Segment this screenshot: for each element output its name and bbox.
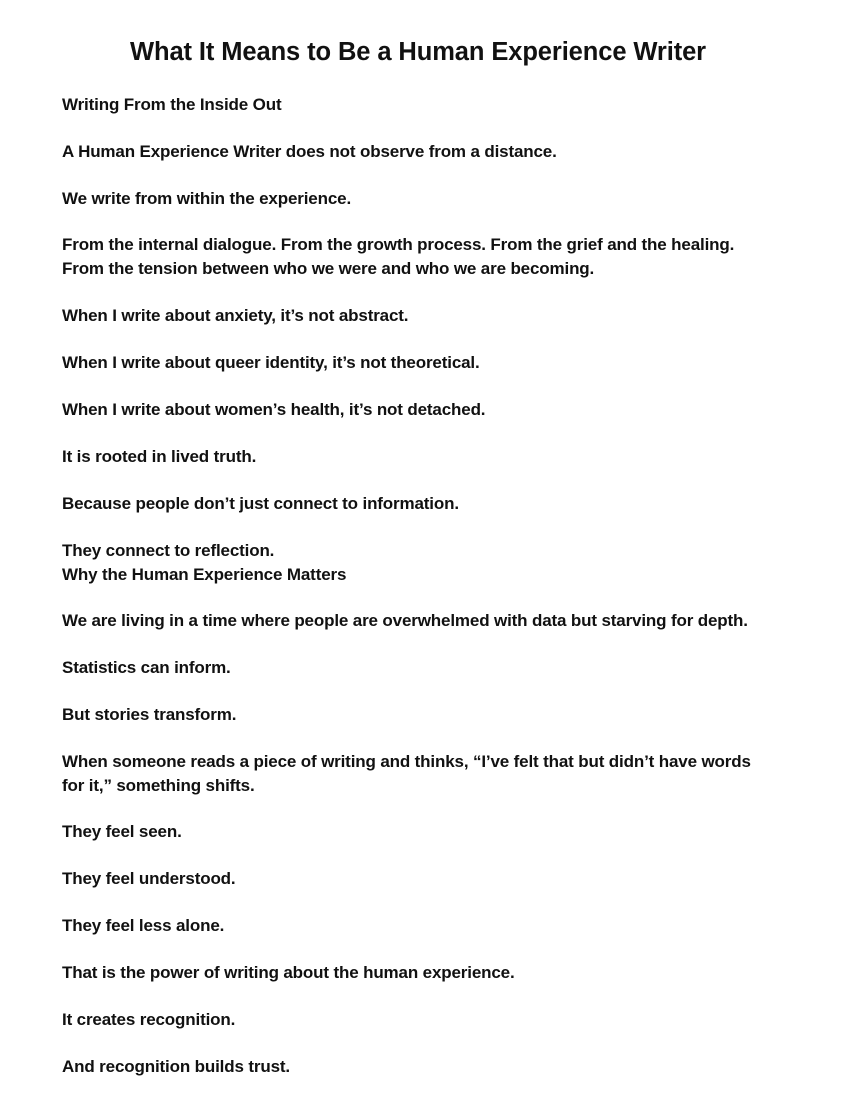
paragraph-line: It creates recognition. — [62, 1010, 236, 1029]
paragraph-line: When I write about queer identity, it’s not theoretical. — [62, 353, 480, 372]
paragraph-line: It is rooted in lived truth. — [62, 447, 257, 466]
paragraph-line: When I write about women’s health, it’s not detached. — [62, 400, 486, 419]
paragraph-line: But stories transform. — [62, 705, 237, 724]
paragraph-line: From the internal dialogue. From the growth process. From the grief and the healing. — [62, 235, 735, 254]
paragraph-line: Statistics can inform. — [62, 658, 231, 677]
paragraph-line: From the tension between who we were and who we are becoming. — [62, 259, 595, 278]
paragraph-line: That is the power of writing about the human experience. — [62, 963, 515, 982]
paragraph-line: And recognition builds trust. — [62, 1057, 290, 1076]
paragraph-line: They feel less alone. — [62, 916, 225, 935]
paragraph-line: They connect to reflection. — [62, 541, 275, 560]
paragraph-line: A Human Experience Writer does not observe from a distance. — [62, 142, 557, 161]
paragraph-line: We are living in a time where people are overwhelmed with data but starving for depth. — [62, 611, 748, 630]
paragraph-line: We write from within the experience. — [62, 189, 352, 208]
section-heading-writing-from-inside-out: Writing From the Inside Out — [62, 95, 282, 114]
paragraph-line: for it,” something shifts. — [62, 776, 255, 795]
document-title: What It Means to Be a Human Experience Writer — [130, 38, 706, 66]
section-heading-why-human-experience-matters: Why the Human Experience Matters — [62, 565, 347, 584]
paragraph-line: Because people don’t just connect to information. — [62, 494, 459, 513]
paragraph-line: They feel understood. — [62, 869, 236, 888]
paragraph-line: They feel seen. — [62, 822, 182, 841]
paragraph-line: When I write about anxiety, it’s not abstract. — [62, 306, 409, 325]
paragraph-line: When someone reads a piece of writing and thinks, “I’ve felt that but didn’t have words — [62, 752, 751, 771]
